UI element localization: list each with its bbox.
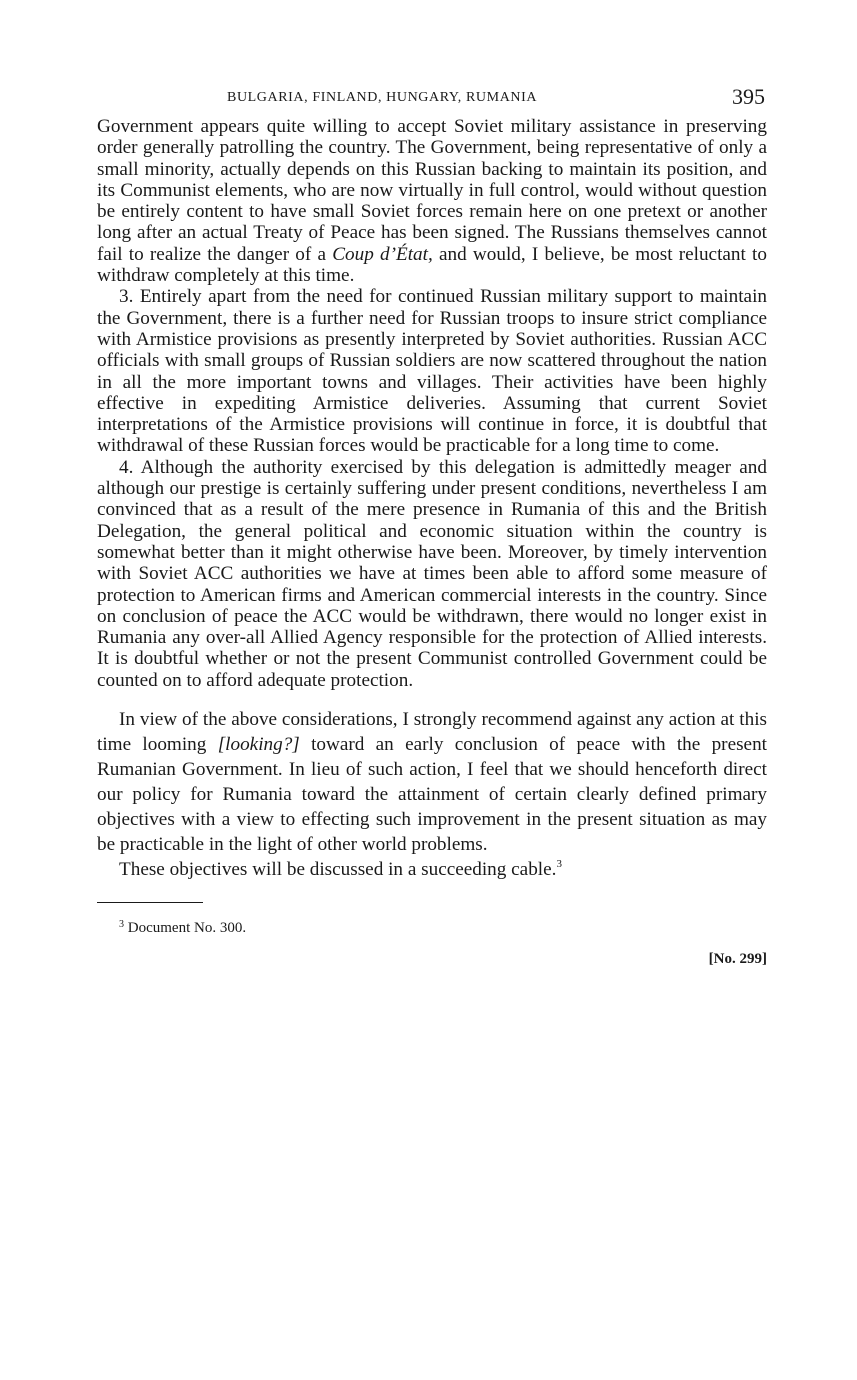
paragraph-4: 4. Although the authority exercised by this delegation is admittedly meager and although our prestige is certainly suffering under present conditions, nevertheless I am convinced that as a result of the mere presence in Rumania of this and the British Delegation, the general political and economic situation within the country is somewhat better than it might otherwise have been. Moreover, by timely intervention with Soviet ACC authorities we have at times been able to afford some measure of protection to American firms and American commercial interests in the country. Since on conclusion of peace the ACC would be withdrawn, there would no longer exist in Rumania any over-all Allied Agency responsible for the protection of Allied interests. It is doubtful whether or not the present Communist controlled Government could be counted on to afford adequate protection.: [97, 456, 767, 691]
page-number: 395: [732, 84, 765, 109]
footnote-divider: [97, 902, 203, 903]
paragraph-continuation: Government appears quite willing to accept Soviet military assistance in preserving order generally patrolling the country. The Government, being representative of only a small minority, actually depends on this Russian backing to maintain its position, and its Communist elements, who are now virtually in full control, would without question be entirely content to have small Soviet forces remain here on one pretext or another long after an actual Treaty of Peace has been signed. The Russians themselves cannot fail to realize the danger of a Coup d’État, and would, I believe, be most reluctant to withdraw completely at this time.: [97, 116, 767, 287]
paragraph-recommendation: In view of the above considerations, I strongly recommend against any action at this time looming [looking?] toward an early conclusion of peace with the present Rumanian Government. In lieu of such action, I feel that we should henceforth direct our policy for Rumania toward the attainment of certain clearly defined primary objectives with a view to effecting such improvement in the present situation as may be practicable in the light of other world problems.: [97, 709, 767, 856]
footnote-reference: 3: [556, 858, 562, 871]
conclusion-section: [97, 707, 767, 882]
footnote: [97, 919, 767, 937]
paragraph-objectives: These objectives will be discussed in a succeeding cable.$^3$: [119, 858, 562, 881]
paragraph-3: 3. Entirely apart from the need for continued Russian military support to maintain the Government, there is a further need for Russian troops to insure strict compliance with Armistice provisions as presently interpreted by Soviet authorities. Russian ACC officials with small groups of Russian soldiers are now scattered throughout the nation in all the more important towns and villages. Their activities have been highly effective in expediting Armistice deliveries. Assuming that current Soviet interpretations of the Armistice provisions will continue in force, it is doubtful that withdrawal of these Russian forces would be practicable for a long time to come.: [97, 286, 767, 457]
document-page: [97, 84, 767, 968]
running-title: BULGARIA, FINLAND, HUNGARY, RUMANIA: [227, 90, 538, 105]
document-number: [No. 299]: [708, 951, 767, 968]
running-head: [97, 84, 767, 116]
telegram-body: [97, 116, 767, 691]
footnote-marker: 3: [119, 919, 124, 931]
looking-editorial-note: [looking?]: [217, 734, 300, 756]
coup-detat-italic: Coup d’État,: [332, 243, 433, 265]
footnote-text: Document No. 300.: [127, 920, 247, 937]
